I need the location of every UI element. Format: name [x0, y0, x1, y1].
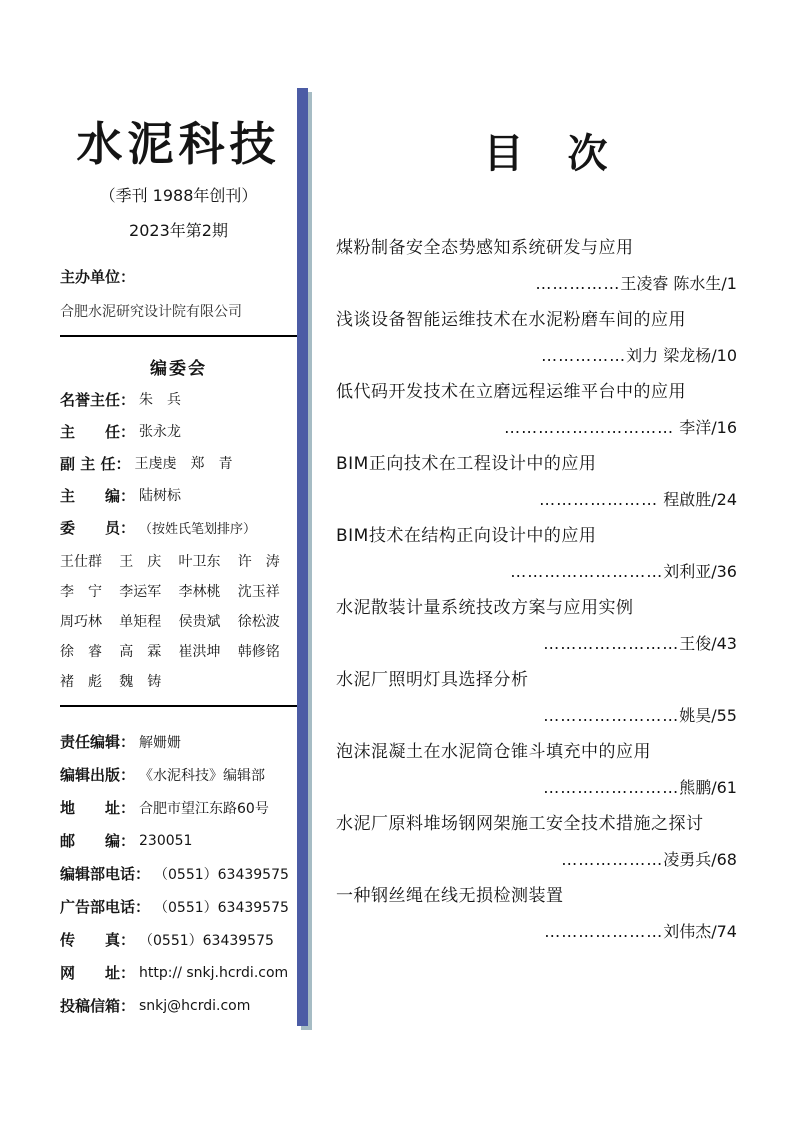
toc-article-title: 一种钢丝绳在线无损检测装置 — [336, 886, 564, 906]
editorial-board-roles — [60, 383, 297, 543]
committee-member-name: 崔洪坤 — [178, 644, 221, 660]
role-value: 张永龙 — [139, 424, 182, 440]
committee-member-name: 沈玉祥 — [237, 584, 280, 600]
divider-line-top — [60, 335, 297, 337]
toc-heading: 目 次 — [483, 130, 610, 177]
publisher-info-row — [60, 989, 297, 1022]
publisher-info-row — [60, 890, 297, 923]
role-label: 主 编： — [60, 486, 136, 505]
publisher-label: 广告部电话： — [60, 898, 151, 916]
toc-article — [336, 591, 757, 663]
committee-member-name: 单矩程 — [119, 614, 162, 630]
editorial-role-row — [60, 447, 297, 479]
toc-article-byline — [336, 554, 757, 590]
toc-article-title: 水泥散装计量系统技改方案与应用实例 — [336, 598, 634, 618]
toc-article — [336, 231, 757, 303]
toc-article-byline — [336, 626, 757, 662]
publisher-value: http:// snkj.hcrdi.com — [139, 964, 289, 981]
publisher-info-row — [60, 824, 297, 857]
divider-line-bottom — [60, 705, 297, 707]
committee-member-name: 李林桃 — [178, 584, 221, 600]
editorial-board-members — [60, 551, 297, 691]
journal-info-column — [60, 110, 297, 1022]
publisher-info-row — [60, 857, 297, 890]
committee-member-name: 许 涛 — [237, 554, 280, 570]
committee-member-name: 褚 彪 — [60, 674, 102, 690]
committee-member-name: 李运军 — [119, 584, 162, 600]
toc-article-byline — [336, 698, 757, 734]
leader-dots: ………………………… — [504, 418, 675, 437]
publisher-label: 编辑出版： — [60, 766, 136, 784]
toc-article — [336, 375, 757, 447]
leader-dots: …………… — [541, 346, 627, 365]
publisher-value: 230051 — [139, 832, 193, 849]
toc-article-authors-page: 王凌睿 陈水生/1 — [620, 274, 737, 293]
sponsor-label: 主办单位： — [60, 268, 136, 286]
publisher-value: （0551）63439575 — [154, 899, 289, 916]
committee-member-name: 高 霖 — [119, 644, 162, 660]
toc-article-byline — [336, 482, 757, 518]
toc-article-byline — [336, 338, 757, 374]
toc-article-byline — [336, 842, 757, 878]
leader-dots: …………………… — [543, 706, 680, 725]
toc-article-authors-page: 刘力 梁龙杨/10 — [626, 346, 737, 365]
publisher-label: 责任编辑： — [60, 733, 136, 751]
toc-article-authors-page: 凌勇兵/68 — [663, 850, 737, 869]
leader-dots: ………………… — [539, 490, 659, 509]
toc-article-authors-page: 李洋/16 — [674, 418, 737, 437]
committee-member-name: 周巧林 — [60, 614, 102, 630]
toc-article-list — [336, 231, 757, 951]
role-label: 名誉主任： — [60, 390, 136, 409]
role-label: 主 任： — [60, 422, 136, 441]
publisher-value: （0551）63439575 — [139, 932, 274, 949]
toc-article-byline — [336, 266, 757, 302]
vertical-divider-bar — [297, 88, 308, 1026]
editorial-role-row — [60, 511, 297, 543]
toc-article-authors-page: 王俊/43 — [679, 634, 737, 653]
toc-article-title: 泡沫混凝土在水泥筒仓锥斗填充中的应用 — [336, 742, 651, 762]
committee-member-name: 韩修铭 — [237, 644, 280, 660]
editorial-role-row — [60, 479, 297, 511]
committee-member-name: 徐松波 — [237, 614, 280, 630]
publisher-label: 传 真： — [60, 931, 136, 949]
publisher-label: 邮 编： — [60, 832, 136, 850]
toc-article — [336, 519, 757, 591]
sponsor-name: 合肥水泥研究设计院有限公司 — [60, 304, 242, 320]
editorial-role-row — [60, 383, 297, 415]
journal-subtitle: （季刊 1988年创刊） — [99, 186, 258, 205]
toc-article-authors-page: 刘伟杰/74 — [663, 922, 737, 941]
toc-article — [336, 447, 757, 519]
role-value: （按姓氏笔划排序） — [139, 521, 257, 537]
publisher-label: 投稿信箱： — [60, 997, 136, 1015]
publisher-info-row — [60, 923, 297, 956]
toc-article-byline — [336, 770, 757, 806]
committee-member-name: 李 宁 — [60, 584, 102, 600]
committee-member-name: 叶卫东 — [178, 554, 221, 570]
publisher-info-row — [60, 758, 297, 791]
toc-article — [336, 807, 757, 879]
leader-dots: ……………… — [561, 850, 664, 869]
publisher-label: 网 址： — [60, 964, 136, 982]
toc-article-authors-page: 姚昊/55 — [679, 706, 737, 725]
toc-article-title: 水泥厂照明灯具选择分析 — [336, 670, 529, 690]
leader-dots: …………………… — [543, 634, 680, 653]
role-label: 委 员： — [60, 518, 136, 537]
publisher-value: 《水泥科技》编辑部 — [139, 767, 266, 784]
toc-article-authors-page: 程啟胜/24 — [658, 490, 737, 509]
toc-article-authors-page: 刘利亚/36 — [663, 562, 737, 581]
leader-dots: …………………… — [543, 778, 680, 797]
toc-article-title: 浅谈设备智能运维技术在水泥粉磨车间的应用 — [336, 310, 686, 330]
publisher-value: 合肥市望江东路60号 — [139, 800, 269, 817]
publisher-value: snkj@hcrdi.com — [139, 997, 251, 1014]
toc-article-title: 水泥厂原料堆场钢网架施工安全技术措施之探讨 — [336, 814, 704, 834]
toc-article — [336, 663, 757, 735]
toc-article-authors-page: 熊鹏/61 — [679, 778, 737, 797]
journal-issue: 2023年第2期 — [129, 221, 228, 240]
toc-article-title: 煤粉制备安全态势感知系统研发与应用 — [336, 238, 634, 258]
committee-member-name: 徐 睿 — [60, 644, 102, 660]
publisher-info-list — [60, 725, 297, 1022]
toc-article-title: BIM技术在结构正向设计中的应用 — [336, 526, 597, 546]
publisher-label: 编辑部电话： — [60, 865, 151, 883]
toc-article-title: 低代码开发技术在立磨远程运维平台中的应用 — [336, 382, 686, 402]
toc-article — [336, 303, 757, 375]
toc-article-byline — [336, 914, 757, 950]
role-value: 朱 兵 — [139, 392, 182, 408]
toc-article-byline — [336, 410, 757, 446]
role-value: 陆树标 — [139, 488, 182, 504]
editorial-role-row — [60, 415, 297, 447]
publisher-value: （0551）63439575 — [154, 866, 289, 883]
publisher-info-row — [60, 956, 297, 989]
publisher-label: 地 址： — [60, 799, 136, 817]
publisher-info-row — [60, 791, 297, 824]
publisher-info-row — [60, 725, 297, 758]
toc-article-title: BIM正向技术在工程设计中的应用 — [336, 454, 597, 474]
committee-member-name: 魏 铸 — [119, 674, 162, 690]
committee-member-name: 王仕群 — [60, 554, 102, 570]
role-label: 副 主 任： — [60, 454, 131, 473]
journal-title: 水泥科技 — [76, 117, 281, 171]
committee-member-name: 王 庆 — [119, 554, 162, 570]
leader-dots: …………… — [535, 274, 621, 293]
publisher-value: 解姗姗 — [139, 734, 182, 751]
toc-article — [336, 735, 757, 807]
committee-member-name: 侯贵斌 — [178, 614, 221, 630]
leader-dots: ………………… — [544, 922, 664, 941]
toc-article — [336, 879, 757, 951]
leader-dots: ……………………… — [510, 562, 664, 581]
toc-column — [336, 122, 757, 951]
role-value: 王虔虔 郑 青 — [134, 456, 233, 472]
editorial-board-heading: 编委会 — [150, 359, 207, 379]
